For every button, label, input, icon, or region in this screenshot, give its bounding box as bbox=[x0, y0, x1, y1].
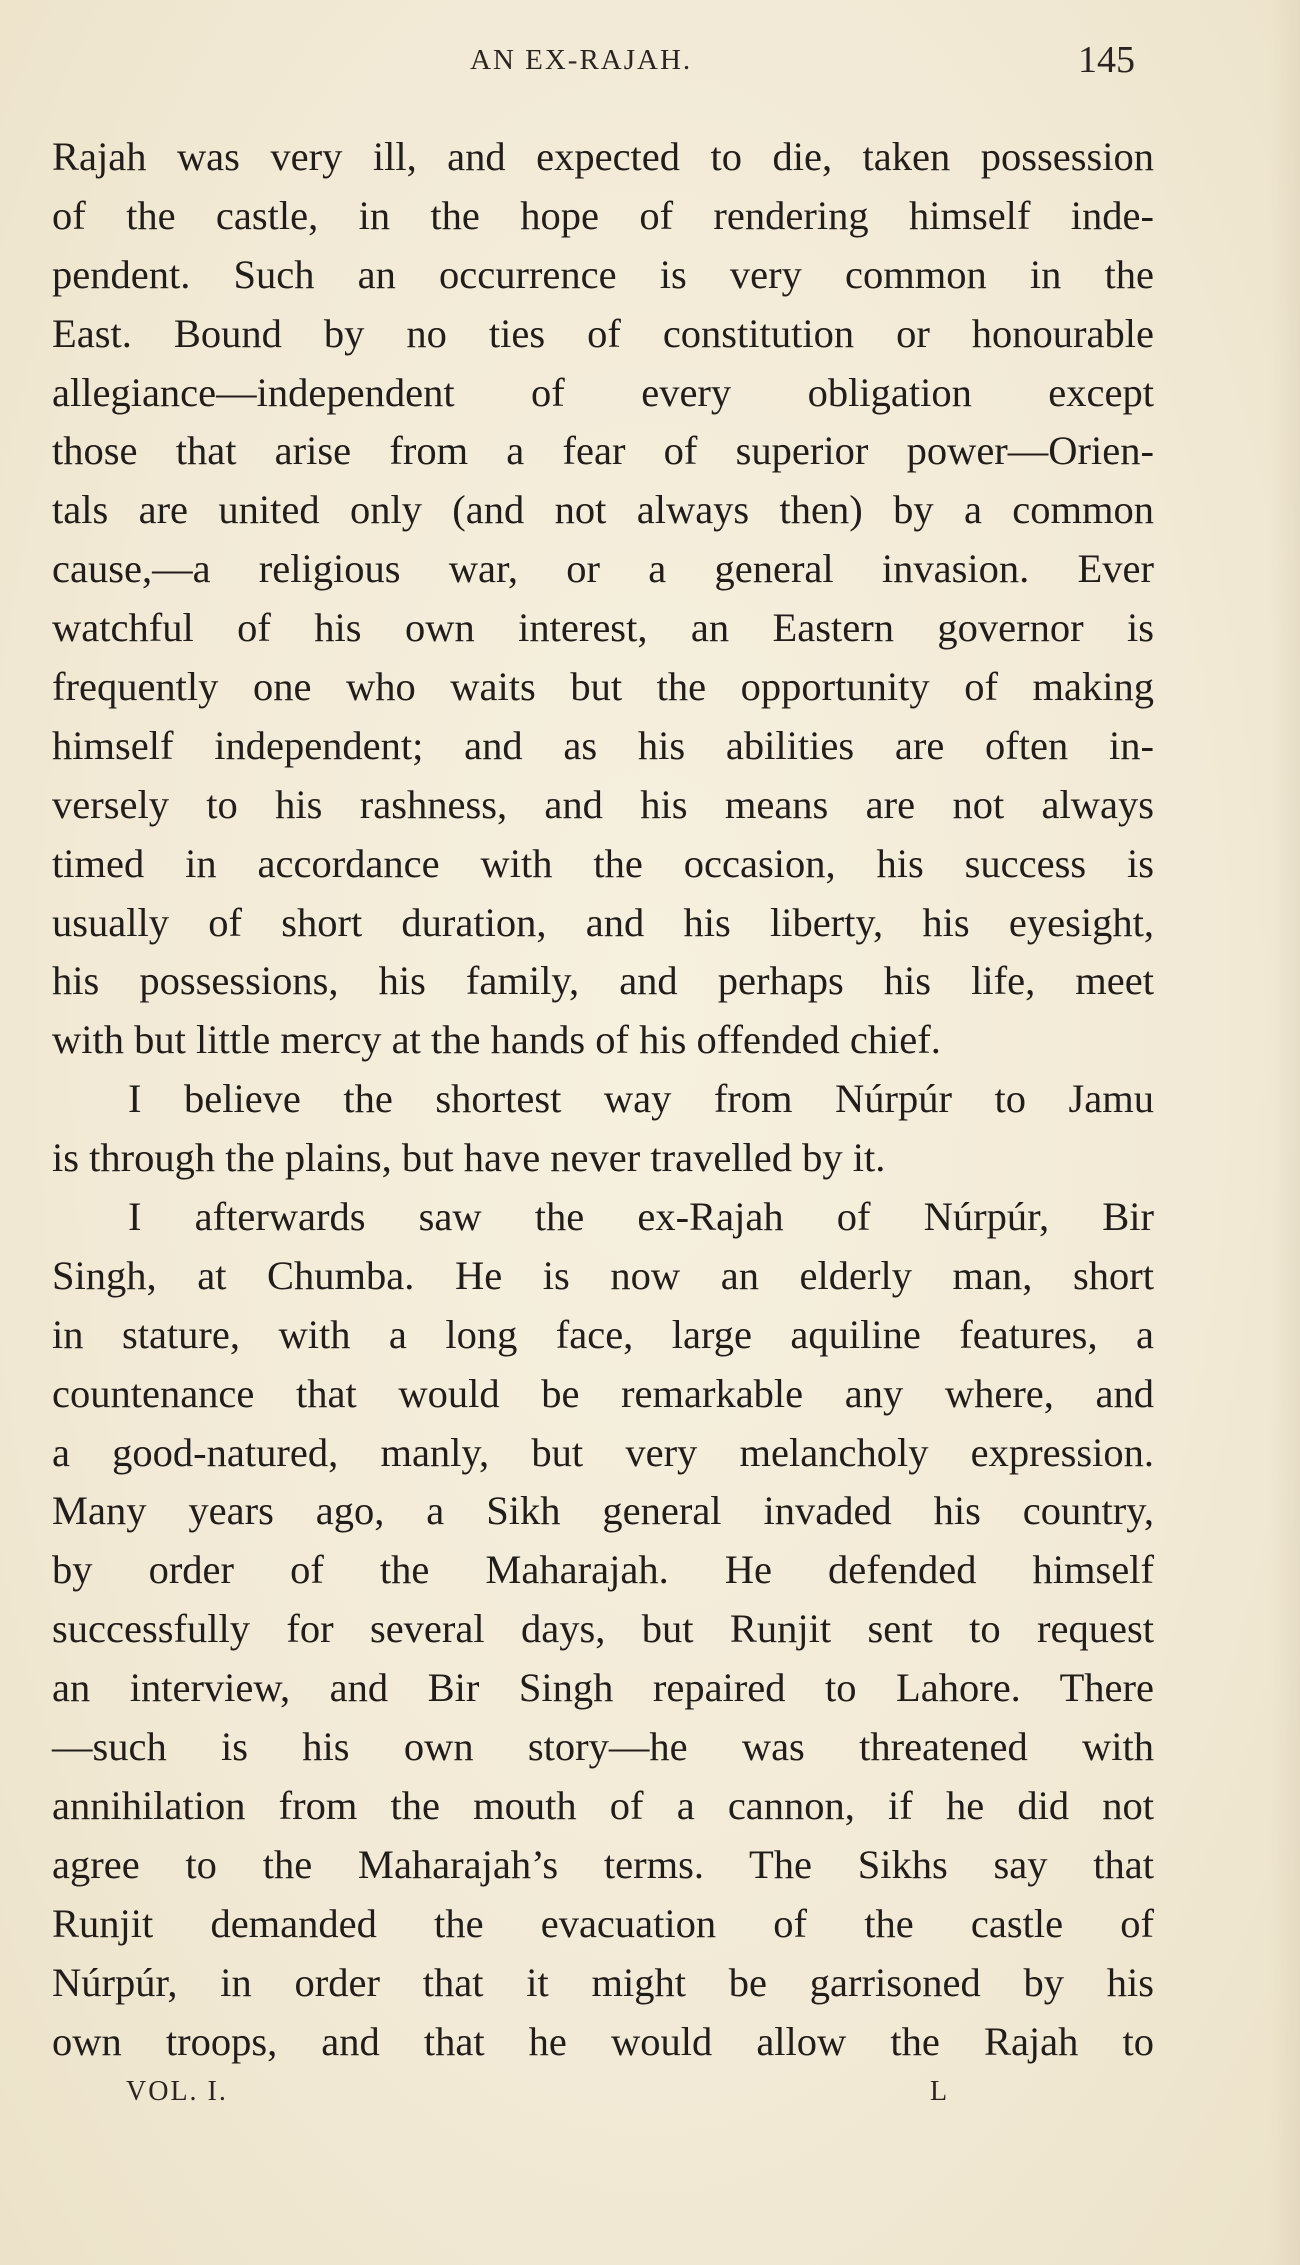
text-line: Many years ago, a Sikh general invaded his country, bbox=[52, 1488, 1154, 1534]
text-line: I believe the shortest way from Núrpúr to Jamu bbox=[128, 1076, 1154, 1122]
text-line: annihilation from the mouth of a cannon, if he did not bbox=[52, 1782, 1154, 1828]
text-line: successfully for several days, but Runjit sent to request bbox=[52, 1606, 1154, 1652]
gathering-signature: L bbox=[930, 2076, 950, 2107]
text-line: own troops, and that he would allow the Rajah to bbox=[52, 2018, 1154, 2064]
text-line: Núrpúr, in order that it might be garrisoned by his bbox=[52, 1959, 1154, 2005]
text-line: with but little mercy at the hands of his offended chief. bbox=[52, 1017, 941, 1063]
text-line: I afterwards saw the ex-Rajah of Núrpúr, Bir bbox=[128, 1194, 1154, 1240]
text-line: timed in accordance with the occasion, his success is bbox=[52, 840, 1154, 886]
text-line: tals are united only (and not always then) by a common bbox=[52, 487, 1154, 533]
text-line: his possessions, his family, and perhaps his life, meet bbox=[52, 958, 1154, 1004]
text-line: Runjit demanded the evacuation of the castle of bbox=[52, 1900, 1154, 1946]
running-title: AN EX-RAJAH. bbox=[470, 44, 693, 76]
text-line: frequently one who waits but the opportunity of making bbox=[52, 664, 1154, 710]
text-line: watchful of his own interest, an Eastern governor is bbox=[52, 605, 1154, 651]
text-line: Singh, at Chumba. He is now an elderly man, short bbox=[52, 1252, 1154, 1298]
text-line: those that arise from a fear of superior power—Orien- bbox=[52, 428, 1154, 474]
text-line: of the castle, in the hope of rendering himself inde- bbox=[52, 192, 1154, 238]
text-line: agree to the Maharajah’s terms. The Sikhs say that bbox=[52, 1841, 1154, 1887]
page-number: 145 bbox=[1078, 39, 1135, 81]
text-line: by order of the Maharajah. He defended himself bbox=[52, 1547, 1154, 1593]
body-text bbox=[52, 128, 1154, 2071]
text-line: allegiance—independent of every obligation except bbox=[52, 369, 1154, 415]
text-line: a good-natured, manly, but very melancholy expression. bbox=[52, 1429, 1154, 1475]
page-edge-shadow bbox=[1270, 0, 1300, 2265]
text-line: pendent. Such an occurrence is very common in the bbox=[52, 251, 1154, 297]
text-line: in stature, with a long face, large aquiline features, a bbox=[52, 1311, 1154, 1357]
text-line: countenance that would be remarkable any where, and bbox=[52, 1370, 1154, 1416]
text-line: himself independent; and as his abilities are often in- bbox=[52, 722, 1154, 768]
text-line: —such is his own story—he was threatened with bbox=[52, 1724, 1154, 1770]
text-line: versely to his rashness, and his means are not always bbox=[52, 781, 1154, 827]
text-line: cause,—a religious war, or a general invasion. Ever bbox=[52, 546, 1154, 592]
volume-signature: VOL. I. bbox=[126, 2076, 228, 2107]
text-line: usually of short duration, and his liberty, his eyesight, bbox=[52, 899, 1154, 945]
text-line: an interview, and Bir Singh repaired to Lahore. There bbox=[52, 1665, 1154, 1711]
text-line: is through the plains, but have never travelled by it. bbox=[52, 1135, 886, 1181]
text-line: East. Bound by no ties of constitution or honourable bbox=[52, 310, 1154, 356]
text-line: Rajah was very ill, and expected to die, taken possession bbox=[52, 134, 1154, 179]
